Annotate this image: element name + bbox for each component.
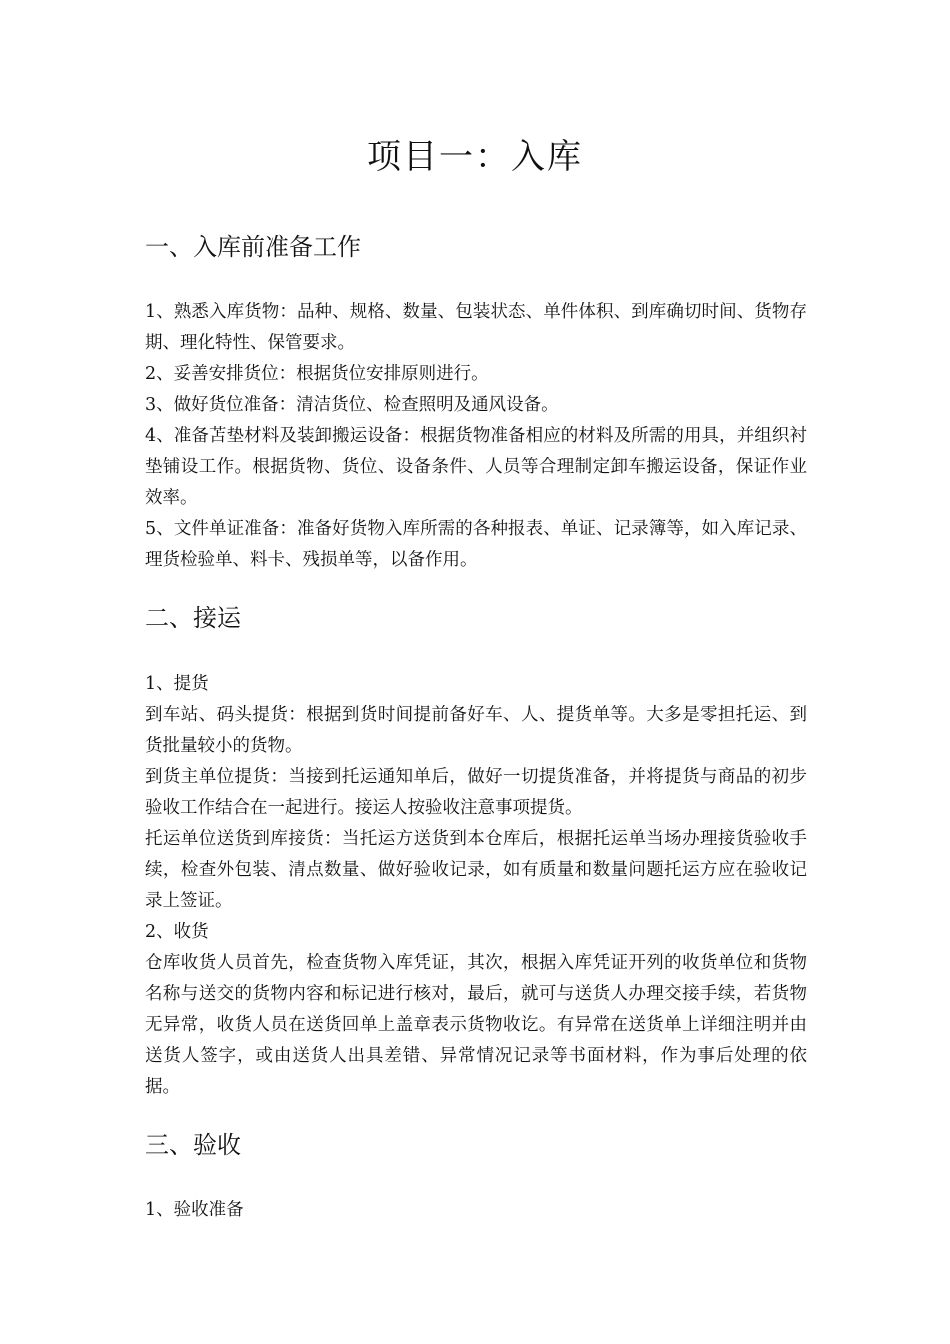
- paragraph: 1、熟悉入库货物：品种、规格、数量、包装状态、单件体积、到库确切时间、货物存期、理化特性、保管要求。: [145, 302, 807, 353]
- paragraph: 托运单位送货到库接货：当托运方送货到本仓库后，根据托运单当场办理接货验收手续，检查外包装、清点数量、做好验收记录，如有质量和数量问题托运方应在验收记录上签证。: [145, 829, 807, 911]
- paragraph: 3、做好货位准备：清洁货位、检查照明及通风设备。: [145, 395, 559, 415]
- paragraph: 2、妥善安排货位：根据货位安排原则进行。: [145, 364, 489, 384]
- section-heading-preparation: 一、入库前准备工作: [145, 233, 361, 261]
- section-body-receiving-transport: [145, 669, 807, 1103]
- paragraph: 1、提货: [145, 674, 209, 694]
- paragraph: 1、验收准备: [145, 1200, 244, 1220]
- paragraph: 到货主单位提货：当接到托运通知单后，做好一切提货准备，并将提货与商品的初步验收工作结合在一起进行。接运人按验收注意事项提货。: [145, 767, 807, 818]
- paragraph: 4、准备苫垫材料及装卸搬运设备：根据货物准备相应的材料及所需的用具，并组织衬垫铺设工作。根据货物、货位、设备条件、人员等合理制定卸车搬运设备，保证作业效率。: [145, 426, 807, 508]
- paragraph: 2、收货: [145, 922, 209, 942]
- section-heading-inspection: 三、验收: [145, 1131, 241, 1159]
- section-body-inspection: [145, 1195, 807, 1226]
- paragraph: 到车站、码头提货：根据到货时间提前备好车、人、提货单等。大多是零担托运、到货批量较小的货物。: [145, 705, 807, 756]
- paragraph: 仓库收货人员首先，检查货物入库凭证，其次，根据入库凭证开列的收货单位和货物名称与送交的货物内容和标记进行核对，最后，就可与送货人办理交接手续，若货物无异常，收货人员在送货回单上盖章表示货物收讫。有异常在送货单上详细注明并由送货人签字，或由送货人出具差错、异常情况记录等书面材料，作为事后处理的依据。: [145, 953, 807, 1097]
- section-body-preparation: [145, 297, 807, 576]
- section-heading-receiving-transport: 二、接运: [145, 604, 241, 632]
- document-title: 项目一：入库: [367, 137, 583, 177]
- paragraph: 5、文件单证准备：准备好货物入库所需的各种报表、单证、记录簿等，如入库记录、理货检验单、料卡、残损单等，以备作用。: [145, 519, 807, 570]
